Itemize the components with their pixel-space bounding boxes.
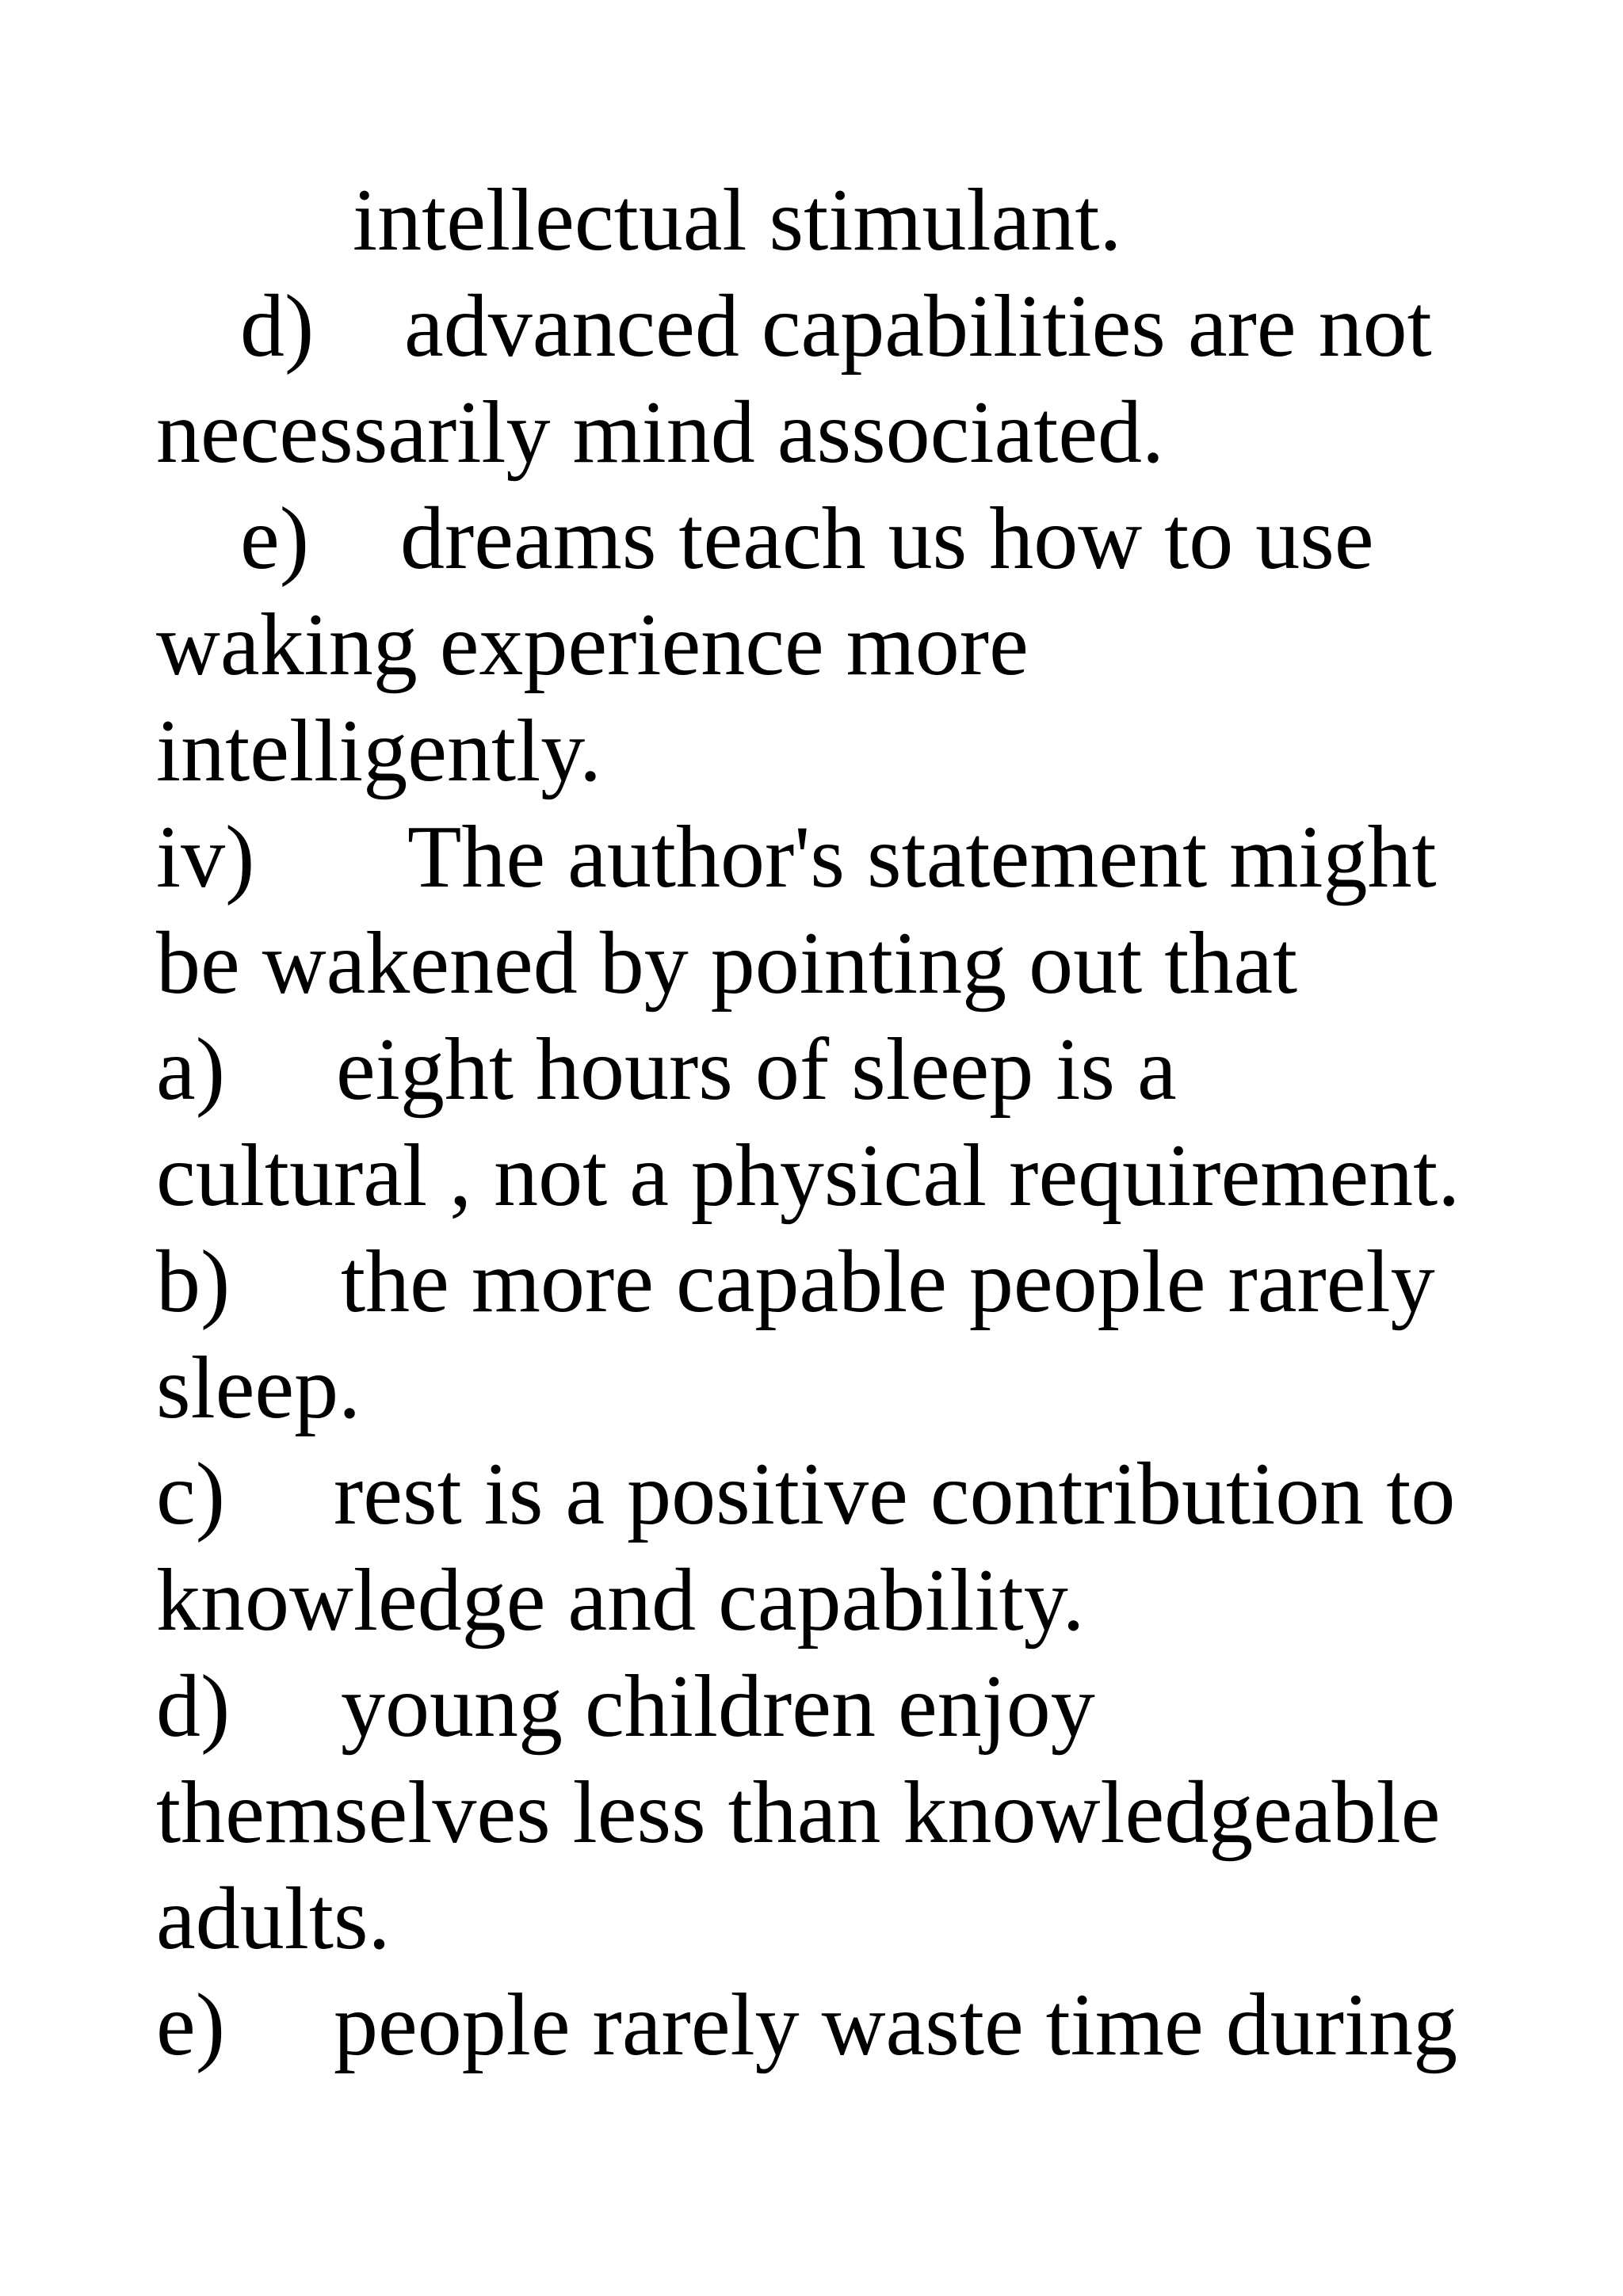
q4-option-a-text-cont: cultural , not a physical requirement. [156,1127,1461,1225]
q3-option-d-text: advanced capabilities are not [404,277,1432,376]
question-iv-text-cont: be wakened by pointing out that [156,914,1298,1013]
q4-option-d-text: young children enjoy [341,1657,1095,1756]
continuation-text: intellectual stimulant. [353,171,1122,269]
q4-option-c-marker: c) [156,1445,226,1543]
q4-option-d-text-cont-2: adults. [156,1870,391,1968]
q4-option-a-text: eight hours of sleep is a [336,1020,1177,1119]
q4-option-c-text-cont: knowledge and capability. [156,1551,1085,1650]
q3-option-d-text-cont: necessarily mind associated. [156,383,1165,482]
q4-option-b-marker: b) [156,1233,231,1331]
q4-option-d-marker: d) [156,1657,231,1756]
q3-option-e-marker: e) [240,490,310,588]
q4-option-e-marker: e) [156,1976,226,2074]
q4-option-c-text: rest is a positive contribution to [334,1445,1456,1543]
q4-option-e-text: people rarely waste time during [334,1976,1458,2074]
q3-option-e-text: dreams teach us how to use [400,490,1374,588]
q3-option-e-text-cont: waking experience more [156,596,1029,694]
q3-option-d-marker: d) [240,277,315,376]
q4-option-a-marker: a) [156,1020,226,1119]
q4-option-b-text-cont: sleep. [156,1339,361,1437]
question-iv-marker: iv) [156,808,255,906]
q4-option-b-text: the more capable people rarely [341,1233,1435,1331]
q3-option-e-text-cont-2: intelligently. [156,702,601,800]
question-iv-text: The author's statement might [407,808,1437,906]
q4-option-d-text-cont: themselves less than knowledgeable [156,1764,1441,1862]
